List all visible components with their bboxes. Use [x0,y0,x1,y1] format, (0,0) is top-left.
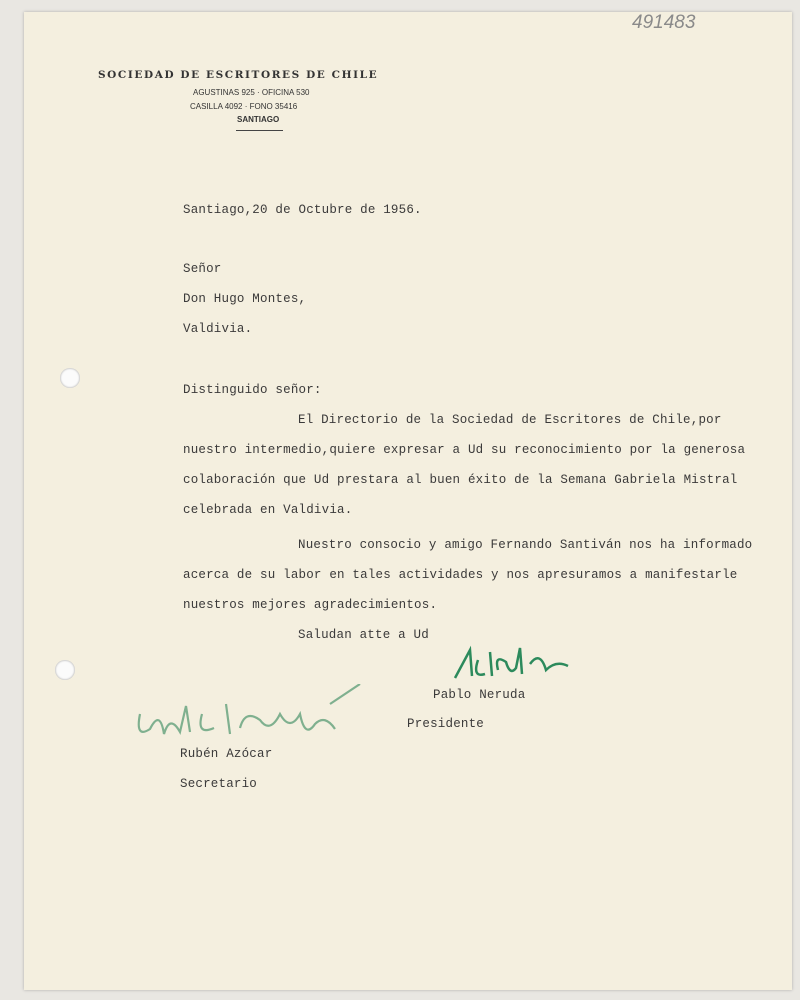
letter-page [24,12,792,990]
archive-number: 491483 [632,12,696,33]
body-line: Nuestro consocio y amigo Fernando Santiván nos ha informado [298,538,753,552]
recipient-line: Don Hugo Montes, [183,292,307,306]
punch-hole [60,368,80,388]
recipient-line: Señor [183,262,222,276]
letterhead-name: SOCIEDAD DE ESCRITORES DE CHILE [98,69,379,81]
punch-hole [55,660,75,680]
body-line: celebrada en Valdivia. [183,503,353,517]
signature-azocar [130,684,370,754]
body-line: nuestros mejores agradecimientos. [183,598,438,612]
letterhead-address: AGUSTINAS 925 · OFICINA 530 [193,88,310,97]
signature-neruda [450,640,580,685]
salutation: Distinguido señor: [183,383,322,397]
signer-title: Presidente [407,717,485,731]
letterhead-city: SANTIAGO [237,115,280,124]
signer-title: Secretario [180,777,258,791]
signer-name: Rubén Azócar [180,747,273,761]
recipient-line: Valdivia. [183,322,253,336]
letter-date: Santiago,20 de Octubre de 1956. [183,203,422,217]
body-line: colaboración que Ud prestara al buen éxito de la Semana Gabriela Mistral [183,473,738,487]
letterhead-rule [236,130,283,131]
body-line: nuestro intermedio,quiere expresar a Ud su reconocimiento por la generosa [183,443,746,457]
signer-name: Pablo Neruda [433,688,526,702]
body-line: acerca de su labor en tales actividades y nos apresuramos a manifestarle [183,568,738,582]
body-line: El Directorio de la Sociedad de Escritores de Chile,por [298,413,722,427]
closing: Saludan atte a Ud [298,628,429,642]
letterhead-phone: CASILLA 4092 · FONO 35416 [190,102,298,111]
